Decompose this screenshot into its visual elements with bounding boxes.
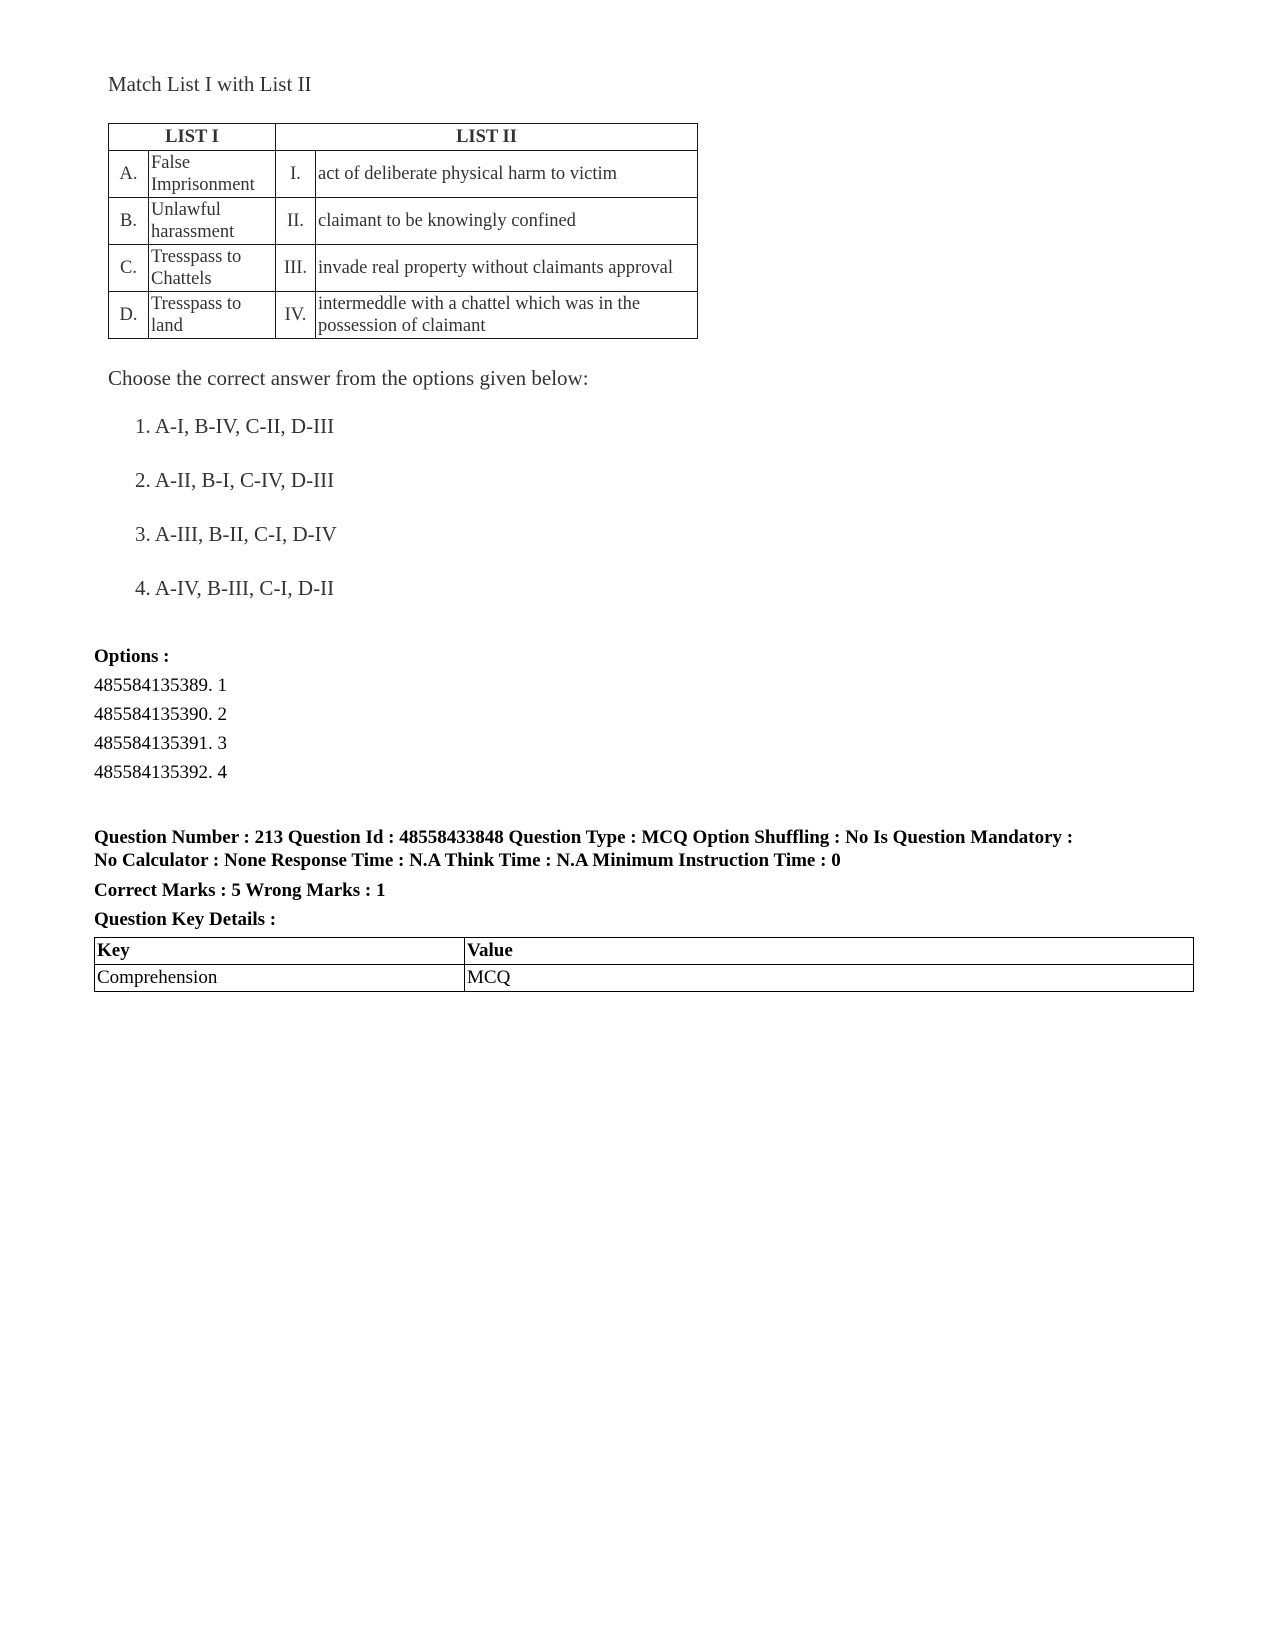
- choose-instruction: Choose the correct answer from the options given below:: [108, 366, 589, 390]
- row-letter: B.: [109, 198, 149, 245]
- key-header: Key: [95, 938, 465, 965]
- key-details-table: [94, 937, 1194, 992]
- question-image: [108, 70, 708, 600]
- row-letter: A.: [109, 151, 149, 198]
- row-letter: C.: [109, 245, 149, 292]
- row-item: Tresspass to Chattels: [149, 245, 276, 292]
- list-1-header: LIST I: [109, 124, 276, 151]
- option-item: 485584135389. 1: [94, 675, 227, 696]
- answer-choices: [135, 412, 337, 628]
- row-item: Tresspass to land: [149, 292, 276, 339]
- table-row: [95, 965, 1194, 992]
- answer-choice: 2. A-II, B-I, C-IV, D-III: [135, 468, 335, 492]
- table-row: [109, 292, 698, 339]
- option-item: 485584135392. 4: [94, 762, 227, 783]
- key-details-label: Question Key Details :: [94, 909, 277, 930]
- options-block: [94, 642, 227, 787]
- option-item: 485584135391. 3: [94, 733, 227, 754]
- row-desc: claimant to be knowingly confined: [316, 198, 698, 245]
- row-roman: IV.: [276, 292, 316, 339]
- question-instruction: Match List I with List II: [108, 72, 312, 96]
- question-meta-line-2: No Calculator : None Response Time : N.A Think Time : N.A Minimum Instruction Time : 0: [94, 850, 841, 871]
- answer-choice: 4. A-IV, B-III, C-I, D-II: [135, 576, 335, 600]
- key-cell: Comprehension: [95, 965, 465, 992]
- question-meta-line-1: Question Number : 213 Question Id : 48558433848 Question Type : MCQ Option Shuffling : No Is Question Mandatory :: [94, 827, 1074, 848]
- value-cell: MCQ: [465, 965, 1194, 992]
- options-label: Options :: [94, 646, 170, 667]
- match-table-header: [109, 124, 698, 151]
- table-row: [109, 245, 698, 292]
- row-roman: I.: [276, 151, 316, 198]
- row-item: False Imprisonment: [149, 151, 276, 198]
- key-table-header: [95, 938, 1194, 965]
- marks-block: [94, 876, 385, 934]
- question-meta: [94, 826, 1194, 872]
- value-header: Value: [465, 938, 1194, 965]
- table-row: [109, 198, 698, 245]
- row-roman: II.: [276, 198, 316, 245]
- row-desc: invade real property without claimants approval: [316, 245, 698, 292]
- row-roman: III.: [276, 245, 316, 292]
- marks-text: Correct Marks : 5 Wrong Marks : 1: [94, 880, 386, 901]
- answer-choice: 3. A-III, B-II, C-I, D-IV: [135, 522, 337, 546]
- table-row: [109, 151, 698, 198]
- list-2-header: LIST II: [276, 124, 698, 151]
- answer-choice: 1. A-I, B-IV, C-II, D-III: [135, 414, 335, 438]
- row-desc: act of deliberate physical harm to victim: [316, 151, 698, 198]
- row-letter: D.: [109, 292, 149, 339]
- match-table: [108, 123, 698, 339]
- row-desc: intermeddle with a chattel which was in the possession of claimant: [316, 292, 698, 339]
- option-item: 485584135390. 2: [94, 704, 227, 725]
- row-item: Unlawful harassment: [149, 198, 276, 245]
